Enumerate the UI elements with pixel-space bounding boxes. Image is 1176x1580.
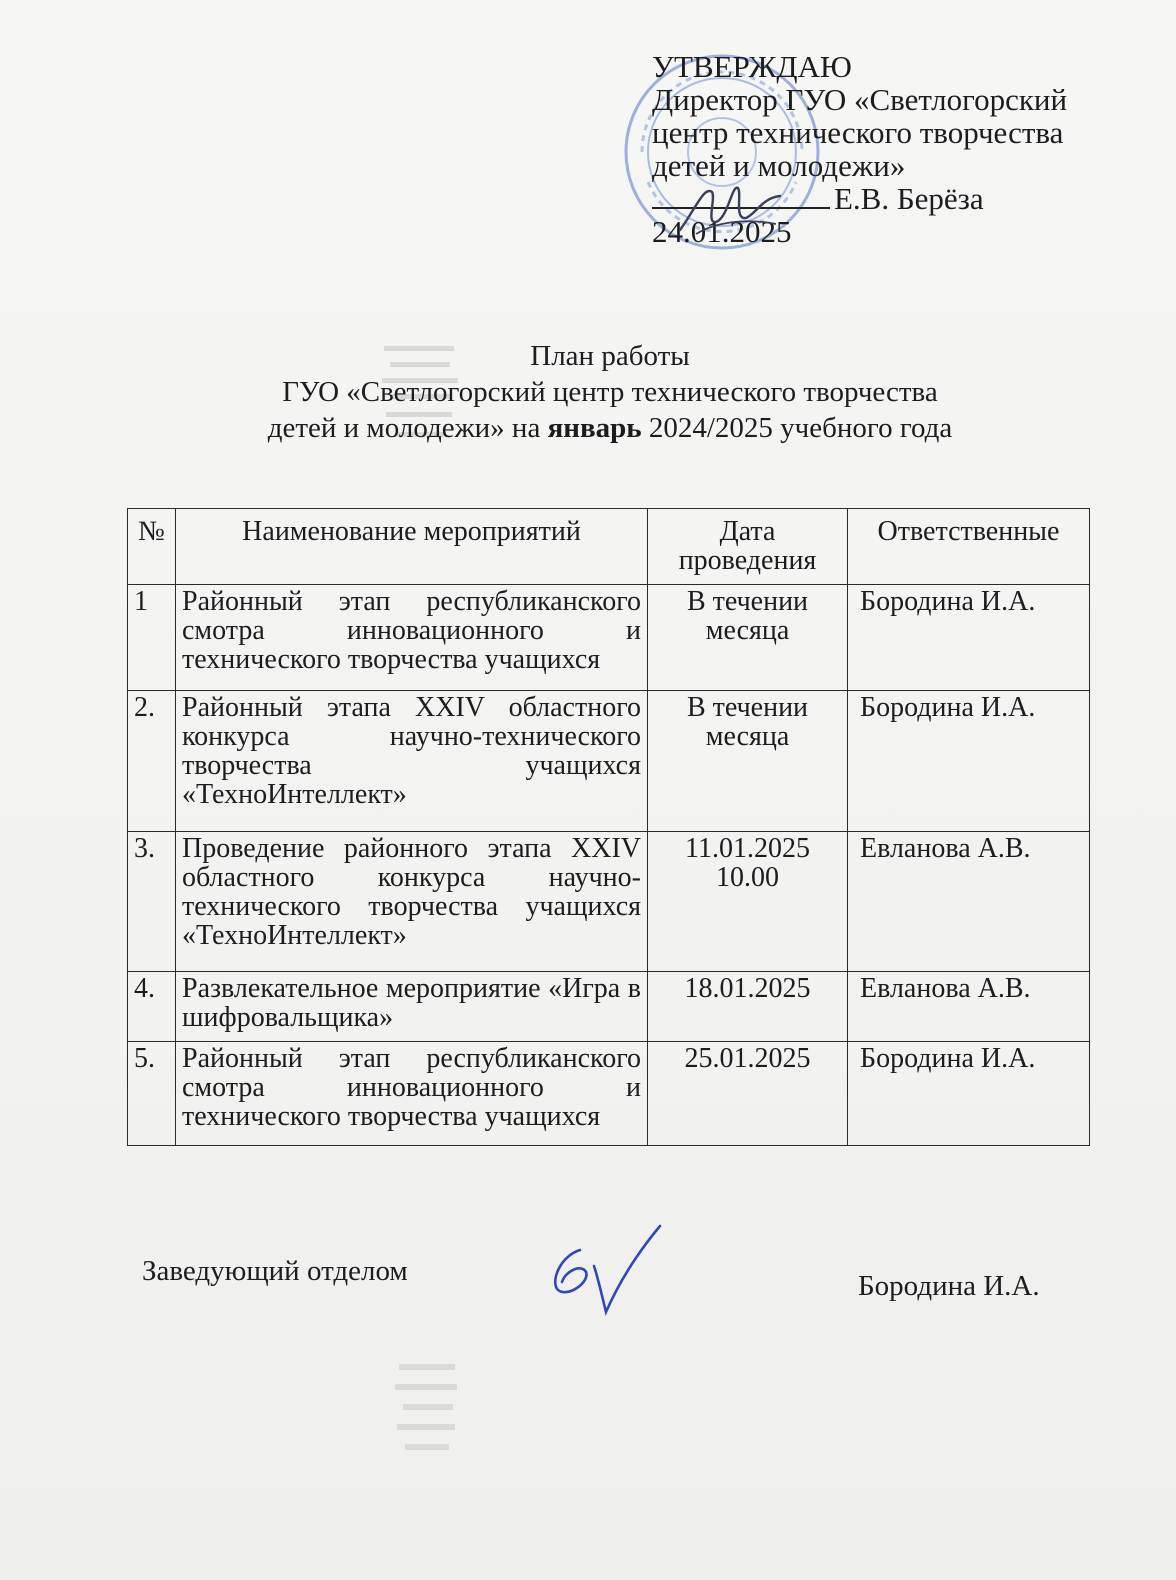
cell-resp: Бородина И.А. bbox=[848, 691, 1090, 832]
title-line-3 bbox=[140, 410, 1080, 446]
footer-signer: Бородина И.А. bbox=[858, 1270, 1040, 1302]
approval-org-line: центр технического творчества bbox=[652, 115, 1064, 150]
cell-resp: Бородина И.А. bbox=[848, 585, 1090, 691]
cell-name: Проведение районного этапа XXIV областного конкурса научно-технического творчества учащихся «ТехноИнтеллект» bbox=[176, 832, 648, 972]
table-header-row bbox=[128, 509, 1090, 585]
director-signature-icon bbox=[676, 178, 786, 248]
cell-date: В течении месяца bbox=[648, 691, 848, 832]
table-row bbox=[128, 585, 1090, 691]
cell-name: Районный этап республиканского смотра инновационного и технического творчества учащихся bbox=[176, 1042, 648, 1146]
cell-resp: Евланова А.В. bbox=[848, 832, 1090, 972]
table-row bbox=[128, 972, 1090, 1042]
cell-name: Развлекательное мероприятие «Игра в шифровальщика» bbox=[176, 972, 648, 1042]
title-line-1: План работы bbox=[530, 340, 690, 372]
bleed-through-marks-lower bbox=[395, 1360, 465, 1470]
title-line-3-prefix: детей и молодежи» на bbox=[267, 412, 548, 444]
header-date: Дата проведения bbox=[648, 509, 848, 585]
title-line-3-suffix: 2024/2025 учебного года bbox=[641, 412, 953, 444]
approval-director-line: Директор ГУО «Светлогорский bbox=[652, 82, 1068, 117]
table-row bbox=[128, 1042, 1090, 1146]
cell-name: Районный этапа XXIV областного конкурса научно-технического творчества учащихся «ТехноИнтеллект» bbox=[176, 691, 648, 832]
cell-num: 4. bbox=[128, 972, 176, 1042]
header-num: № bbox=[128, 509, 176, 585]
head-signature-icon bbox=[540, 1220, 670, 1330]
footer-position: Заведующий отделом bbox=[142, 1255, 408, 1287]
cell-name: Районный этап республиканского смотра инновационного и технического творчества учащихся bbox=[176, 585, 648, 691]
table-row bbox=[128, 691, 1090, 832]
cell-num: 1 bbox=[128, 585, 176, 691]
document-title bbox=[140, 338, 1080, 446]
cell-date: 18.01.2025 bbox=[648, 972, 848, 1042]
header-name: Наименование мероприятий bbox=[176, 509, 648, 585]
cell-date: 25.01.2025 bbox=[648, 1042, 848, 1146]
approval-heading: УТВЕРЖДАЮ bbox=[652, 49, 852, 84]
title-line-2: ГУО «Светлогорский центр технического творчества bbox=[282, 376, 938, 408]
title-month: январь bbox=[547, 412, 642, 444]
work-plan-table bbox=[127, 508, 1090, 1146]
cell-num: 3. bbox=[128, 832, 176, 972]
cell-resp: Евланова А.В. bbox=[848, 972, 1090, 1042]
header-resp: Ответственные bbox=[848, 509, 1090, 585]
approval-date: 24.01.2025 bbox=[652, 214, 792, 249]
approval-org-line-2: детей и молодежи» bbox=[652, 148, 906, 183]
table-row bbox=[128, 832, 1090, 972]
cell-date: 11.01.2025 10.00 bbox=[648, 832, 848, 972]
cell-resp: Бородина И.А. bbox=[848, 1042, 1090, 1146]
approval-signer: Е.В. Берёза bbox=[834, 181, 984, 216]
cell-num: 2. bbox=[128, 691, 176, 832]
cell-date: В течении месяца bbox=[648, 585, 848, 691]
cell-num: 5. bbox=[128, 1042, 176, 1146]
